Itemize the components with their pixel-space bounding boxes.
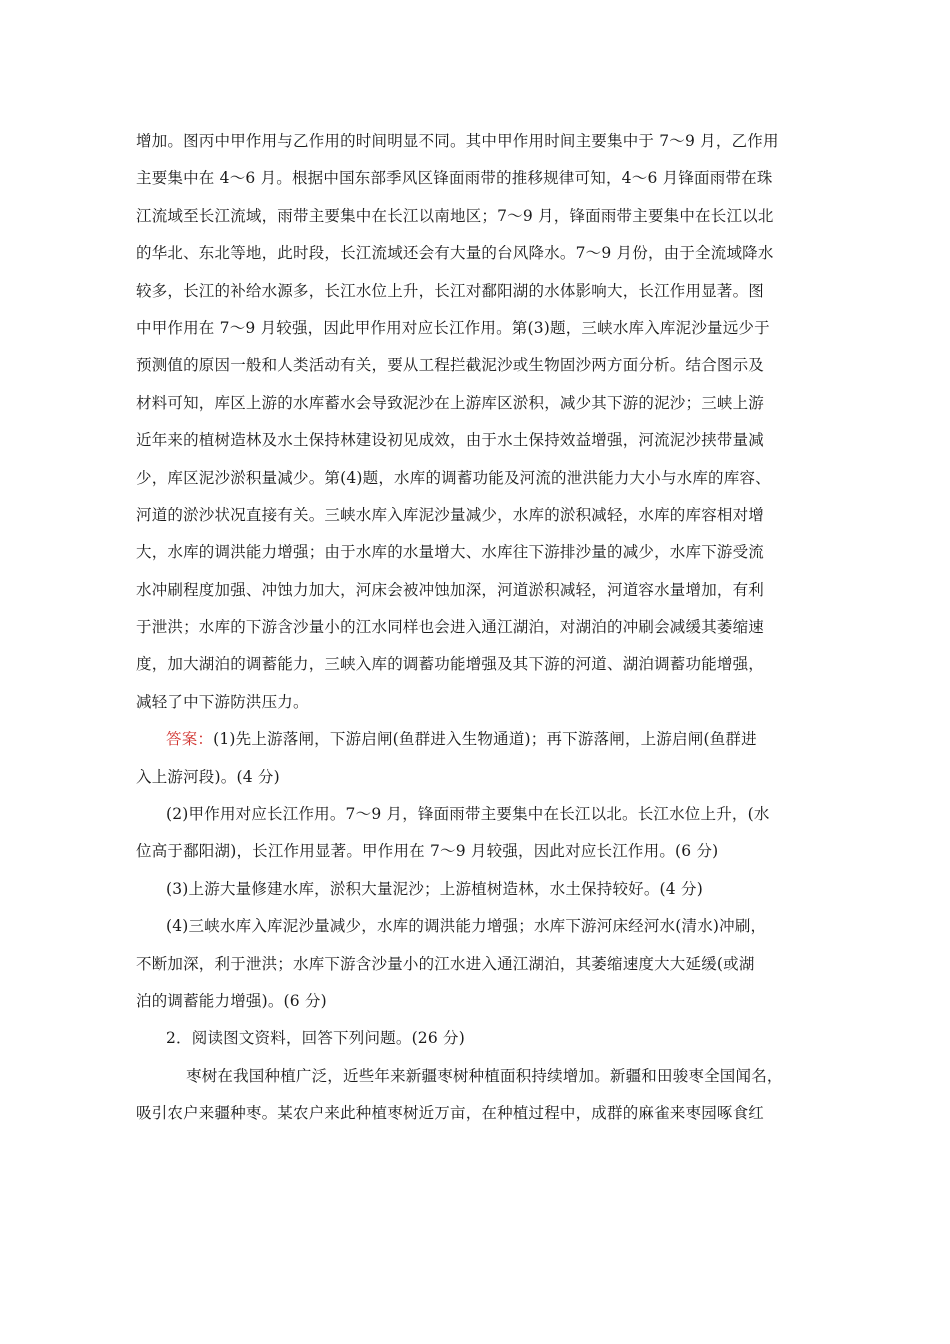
text-line: 于泄洪；水库的下游含沙量小的江水同样也会进入通江湖泊，对湖泊的冲刷会减缓其萎缩速 [136,618,765,637]
text-line: 少，库区泥沙淤积量减少。第(4)题，水库的调蓄功能及河流的泄洪能力大小与水库的库容、 [136,468,771,487]
text-line: 材料可知，库区上游的水库蓄水会导致泥沙在上游库区淤积，减少其下游的泥沙；三峡上游 [136,393,765,412]
question-heading: 2．阅读图文资料，回答下列问题。(26 分) [166,1029,466,1048]
text-line: 江流域至长江流域，雨带主要集中在长江以南地区；7～9 月，锋面雨带主要集中在长江以北 [136,206,774,225]
answer-first-line [136,721,836,758]
answer-label: 答案： [166,730,214,749]
text-line: 主要集中在 4～6 月。根据中国东部季风区锋面雨带的推移规律可知，4～6 月锋面雨带在珠 [136,169,773,188]
answer-line: 位高于鄱阳湖)，长江作用显著。甲作用在 7～9 月较强，因此对应长江作用。(6 分) [136,842,719,861]
text-line: 增加。图丙中甲作用与乙作用的时间明显不同。其中甲作用时间主要集中于 7～9 月，乙作用 [136,132,779,150]
answer-text: (1)先上游落闸，下游启闸(鱼群进入生物通道)；再下游落闸，上游启闸(鱼群进 [213,730,757,749]
text-line: 较多，长江的补给水源多，长江水位上升，长江对鄱阳湖的水体影响大，长江作用显著。图 [136,281,765,300]
text-line: 近年来的植树造林及水土保持林建设初见成效，由于水土保持效益增强，河流泥沙挟带量减 [136,431,765,450]
text-line: 水冲刷程度加强、冲蚀力加大，河床会被冲蚀加深，河道淤积减轻，河道容水量增加，有利 [136,580,765,599]
text-line: 的华北、东北等地，此时段，长江流域还会有大量的台风降水。7～9 月份，由于全流域降水 [136,244,774,263]
text-line: 中甲作用在 7～9 月较强，因此甲作用对应长江作用。第(3)题，三峡水库入库泥沙量远少于 [136,318,770,337]
question-text-line: 吸引农户来疆种枣。某农户来此种植枣树近万亩，在种植过程中，成群的麻雀来枣园啄食红 [136,1104,765,1123]
text-line: 度，加大湖泊的调蓄能力，三峡入库的调蓄功能增强及其下游的河道、湖泊调蓄功能增强， [136,655,765,674]
answer-line: (4)三峡水库入库泥沙量减少，水库的调洪能力增强；水库下游河床经河水(清水)冲刷， [166,917,767,936]
text-line: 减轻了中下游防洪压力。 [136,692,309,711]
document-body [136,123,836,1133]
answer-line: 入上游河段)。(4 分) [136,767,280,786]
answer-line: (3)上游大量修建水库，淤积大量泥沙；上游植树造林，水土保持较好。(4 分) [166,879,703,898]
text-line: 预测值的原因一般和人类活动有关，要从工程拦截泥沙或生物固沙两方面分析。结合图示及 [136,356,765,375]
answer-line: 不断加深，利于泄洪；水库下游含沙量小的江水进入通江湖泊，其萎缩速度大大延缓(或湖 [136,954,755,973]
text-line: 大，水库的调洪能力增强；由于水库的水量增大、水库往下游排沙量的减少，水库下游受流 [136,543,765,562]
answer-line: 泊的调蓄能力增强)。(6 分) [136,991,327,1010]
text-line: 河道的淤沙状况直接有关。三峡水库入库泥沙量减少，水库的淤积减轻，水库的库容相对增 [136,505,765,524]
answer-line: (2)甲作用对应长江作用。7～9 月，锋面雨带主要集中在长江以北。长江水位上升，(水 [166,805,770,824]
question-text-line: 枣树在我国种植广泛，近些年来新疆枣树种植面积持续增加。新疆和田骏枣全国闻名， [186,1066,783,1085]
